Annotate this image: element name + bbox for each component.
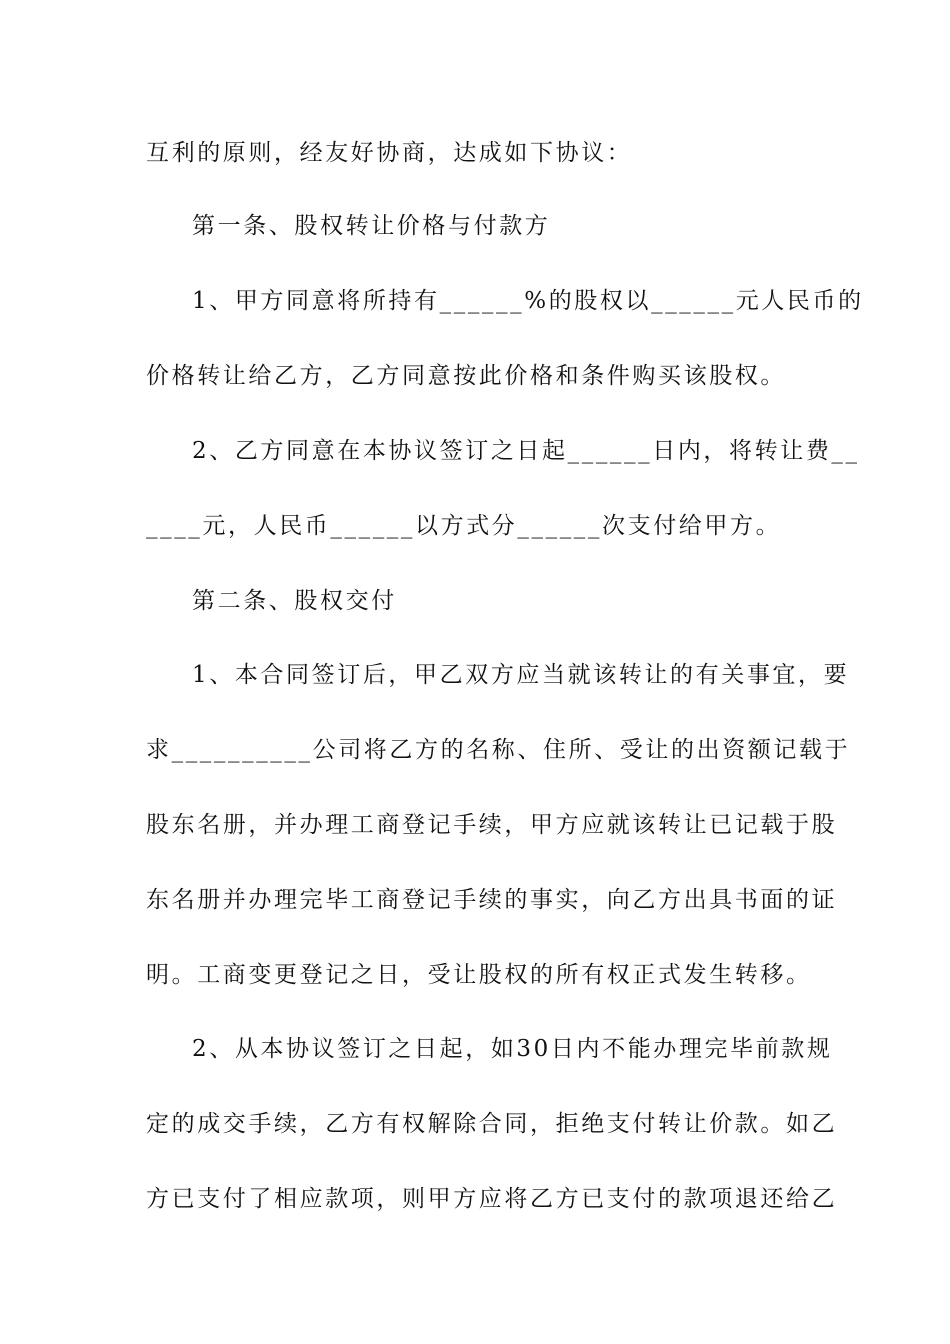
text-line: 方已支付了相应款项，则甲方应将乙方已支付的款项退还给乙 (146, 1186, 838, 1212)
section-heading: 第一条、股权转让价格与付款方 (192, 213, 551, 239)
text-line: 1、本合同签订后，甲乙双方应当就该转让的有关事宜，要 (192, 662, 850, 688)
text-line: 定的成交手续，乙方有权解除合同，拒绝支付转让价款。如乙 (146, 1111, 838, 1137)
text-line: 求__________公司将乙方的名称、住所、受让的出资额记载于 (146, 737, 851, 763)
text-line: 2、乙方同意在本协议签订之日起______日内，将转让费__ (192, 438, 860, 464)
text-line: ____元，人民币______以方式分______次支付给甲方。 (146, 513, 782, 539)
text-line: 股东名册，并办理工商登记手续，甲方应就该转让已记载于股 (146, 812, 838, 838)
text-line: 价格转让给乙方，乙方同意按此价格和条件购买该股权。 (146, 363, 786, 389)
section-heading: 第二条、股权交付 (192, 588, 397, 614)
text-line: 东名册并办理完毕工商登记手续的事实，向乙方出具书面的证 (146, 887, 838, 913)
text-line: 明。工商变更登记之日，受让股权的所有权正式发生转移。 (146, 962, 812, 988)
text-line: 互利的原则，经友好协商，达成如下协议： (146, 140, 633, 166)
text-line: 2、从本协议签订之日起，如30日内不能办理完毕前款规 (192, 1036, 833, 1062)
text-line: 1、甲方同意将所持有______%的股权以______元人民币的 (192, 288, 864, 314)
